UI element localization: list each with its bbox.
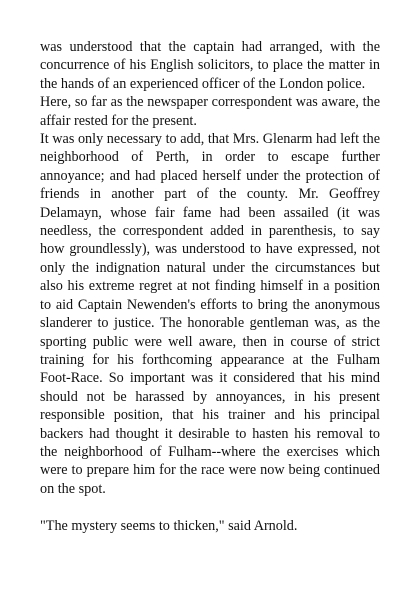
paragraph-2: Here, so far as the newspaper correspondent was aware, the affair rested for the present. bbox=[40, 94, 380, 129]
paragraph-spacer bbox=[40, 498, 380, 516]
paragraph-3: It was only necessary to add, that Mrs. Glenarm had left the neighborhood of Perth, in order to escape further annoyance; and had placed herself under the protection of friends in another part of the county. Mr. Geoffrey Delamayn, whose fair fame had been assailed (it was needless, the correspondent added in parenthesis, to say how groundlessly), was understood to have expressed, not only the indignation natural under the circumstances but also his extreme regret at not finding himself in a position to aid Captain Newenden's efforts to bring the anonymous slanderer to justice. The honorable gentleman was, as the sporting public were well aware, then in course of strict training for his forthcoming appearance at the Fulham Foot-Race. So important was it considered that his mind should not be harassed by annoyances, in his present responsible position, that his trainer and his principal backers had thought it desirable to hasten his removal to the neighborhood of Fulham--where the exercises which were to prepare him for the race were now being continued on the spot. bbox=[40, 131, 380, 497]
document-page bbox=[40, 38, 380, 535]
dialogue-line: "The mystery seems to thicken," said Arnold. bbox=[40, 517, 298, 534]
paragraph-1: was understood that the captain had arranged, with the concurrence of his English solicitors, to place the matter in the hands of an experienced officer of the London police. bbox=[40, 39, 380, 92]
